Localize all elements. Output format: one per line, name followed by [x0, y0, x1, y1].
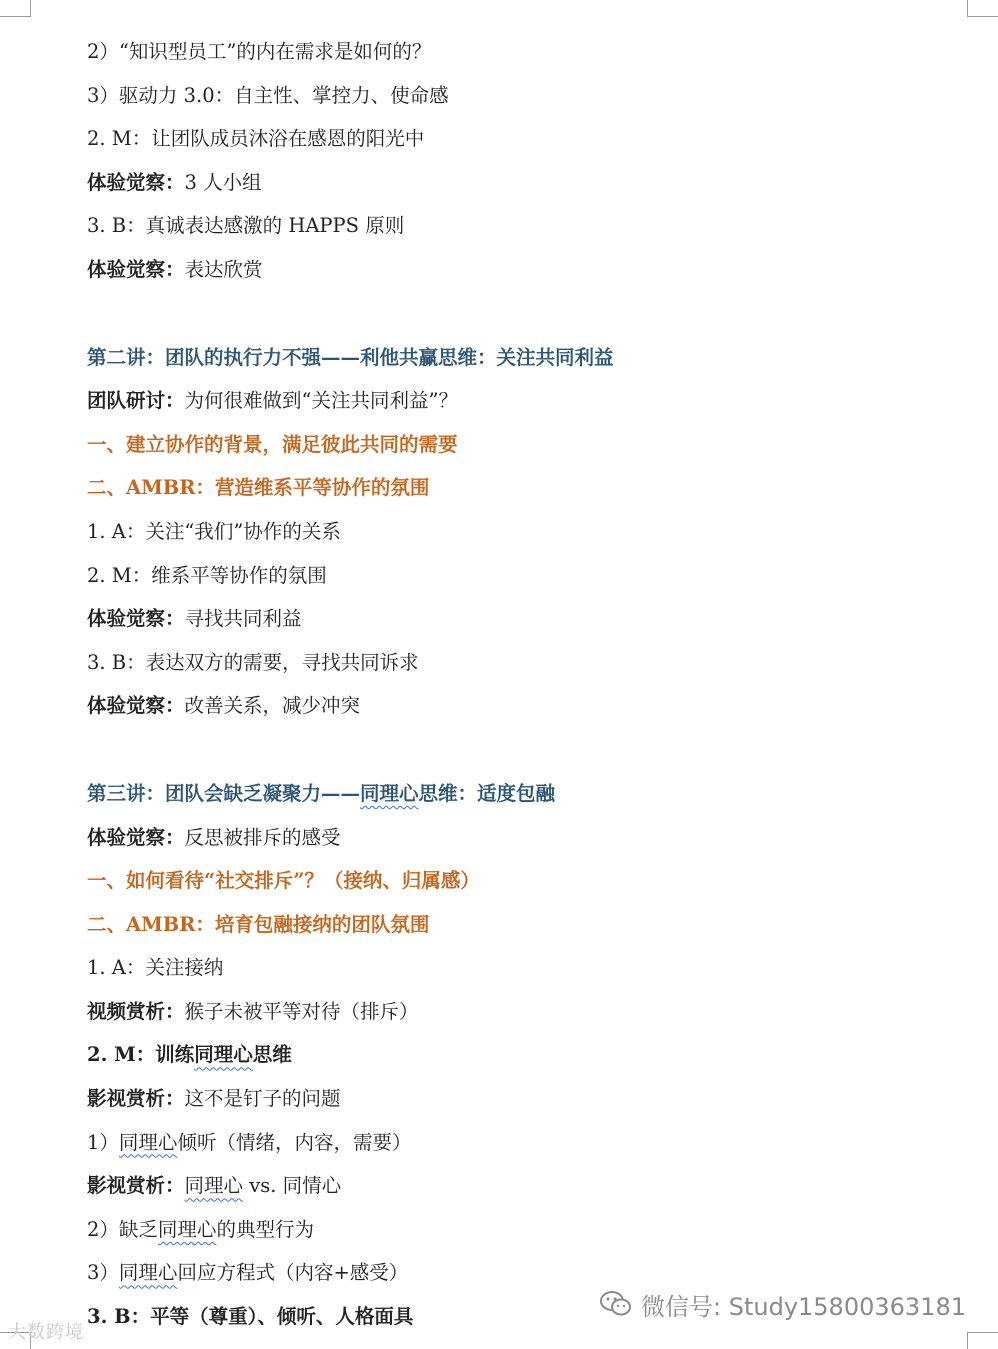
- text-part: 3）: [87, 1261, 119, 1285]
- experience-line: [87, 161, 967, 205]
- crop-mark-bottom-right: [967, 1332, 998, 1349]
- experience-label: 体验觉察：: [87, 257, 185, 281]
- text-part: 1）: [87, 1130, 119, 1154]
- paragraph-gap: [87, 728, 967, 772]
- subheading: 二、AMBR：营造维系平等协作的氛围: [87, 476, 430, 500]
- subheading: 一、建立协作的背景，满足彼此共同的需要: [87, 432, 458, 456]
- text-line: 3. B：真诚表达感激的 HAPPS 原则: [87, 214, 405, 238]
- section-heading: 第二讲：团队的执行力不强——利他共赢思维：关注共同利益: [87, 345, 614, 369]
- bold-item: [87, 1033, 967, 1077]
- text-line: 2）“知识型员工”的内在需求是如何的？: [87, 40, 432, 63]
- text-part: 的典型行为: [216, 1217, 314, 1241]
- crop-mark-top-left: [0, 0, 31, 17]
- film-line: [87, 1077, 967, 1121]
- text-line: 3. B：表达双方的需要，寻找共同诉求: [87, 650, 419, 674]
- item-part: 2. M：训练: [87, 1043, 195, 1067]
- film-text: 这不是钉子的问题: [184, 1087, 341, 1111]
- experience-label: 体验觉察：: [87, 694, 185, 718]
- experience-label: 体验觉察：: [87, 825, 185, 849]
- wechat-icon: [599, 1289, 633, 1319]
- film-label: 影视赏析：: [87, 1174, 185, 1198]
- experience-line: [87, 684, 967, 728]
- text-part: 倾听（情绪，内容，需要）: [177, 1130, 412, 1154]
- crop-mark-top-right: [967, 0, 998, 17]
- brand-logo-watermark: 大数跨境: [8, 1322, 84, 1343]
- item-part: 思维: [252, 1043, 292, 1067]
- bold-item: 3. B：平等（尊重）、倾听、人格面具: [87, 1305, 414, 1329]
- experience-text: 反思被排斥的感受: [184, 825, 341, 849]
- text-line: [87, 1208, 967, 1252]
- experience-text: 改善关系，减少冲突: [184, 694, 361, 718]
- text-line: 1. A：关注“我们”协作的关系: [87, 519, 341, 543]
- text-line: 2. M：维系平等协作的氛围: [87, 563, 327, 587]
- watermark-text: 微信号: Study15800363181: [641, 1292, 966, 1321]
- text-line: [87, 1121, 967, 1165]
- section-heading: [87, 772, 967, 816]
- video-line: [87, 990, 967, 1034]
- heading-part: 第三讲：团队会缺乏凝聚力——: [87, 781, 361, 805]
- spellcheck-word: 同理心: [360, 781, 419, 805]
- video-label: 视频赏析：: [87, 999, 185, 1023]
- experience-label: 体验觉察：: [87, 607, 185, 631]
- discussion-line: [87, 379, 967, 423]
- heading-part: 思维：适度包融: [418, 781, 556, 805]
- text-line: 1. A：关注接纳: [87, 956, 224, 980]
- text-line: 3）驱动力 3.0：自主性、掌控力、使命感: [87, 83, 449, 107]
- spellcheck-word: 同理心: [194, 1043, 253, 1067]
- spellcheck-word: 同理心: [118, 1261, 178, 1285]
- film-text: vs. 同情心: [243, 1174, 342, 1198]
- discussion-text: 为何很难做到“关注共同利益”？: [184, 389, 458, 413]
- wechat-watermark: [599, 1286, 966, 1322]
- experience-label: 体验觉察：: [87, 170, 185, 194]
- spellcheck-word: 同理心: [157, 1217, 217, 1241]
- text-part: 2）缺乏: [87, 1217, 158, 1241]
- film-label: 影视赏析：: [87, 1087, 185, 1111]
- paragraph-gap: [87, 292, 967, 336]
- experience-text: 表达欣赏: [184, 257, 263, 281]
- spellcheck-word: 同理心: [118, 1130, 178, 1154]
- experience-text: 寻找共同利益: [184, 607, 302, 631]
- text-part: 回应方程式（内容+感受）: [177, 1261, 409, 1285]
- subheading: 一、如何看待“社交排斥”？（接纳、归属感）: [87, 869, 480, 893]
- text-line: 2. M：让团队成员沐浴在感恩的阳光中: [87, 127, 425, 151]
- film-line: [87, 1164, 967, 1208]
- video-text: 猴子未被平等对待（排斥）: [184, 999, 419, 1023]
- document-body: [87, 30, 967, 1339]
- subheading: 二、AMBR：培育包融接纳的团队氛围: [87, 912, 430, 936]
- experience-line: [87, 597, 967, 641]
- experience-line: [87, 248, 967, 292]
- experience-line: [87, 816, 967, 860]
- discussion-label: 团队研讨：: [87, 389, 185, 413]
- experience-text: 3 人小组: [184, 170, 262, 194]
- spellcheck-word: 同理心: [184, 1174, 244, 1198]
